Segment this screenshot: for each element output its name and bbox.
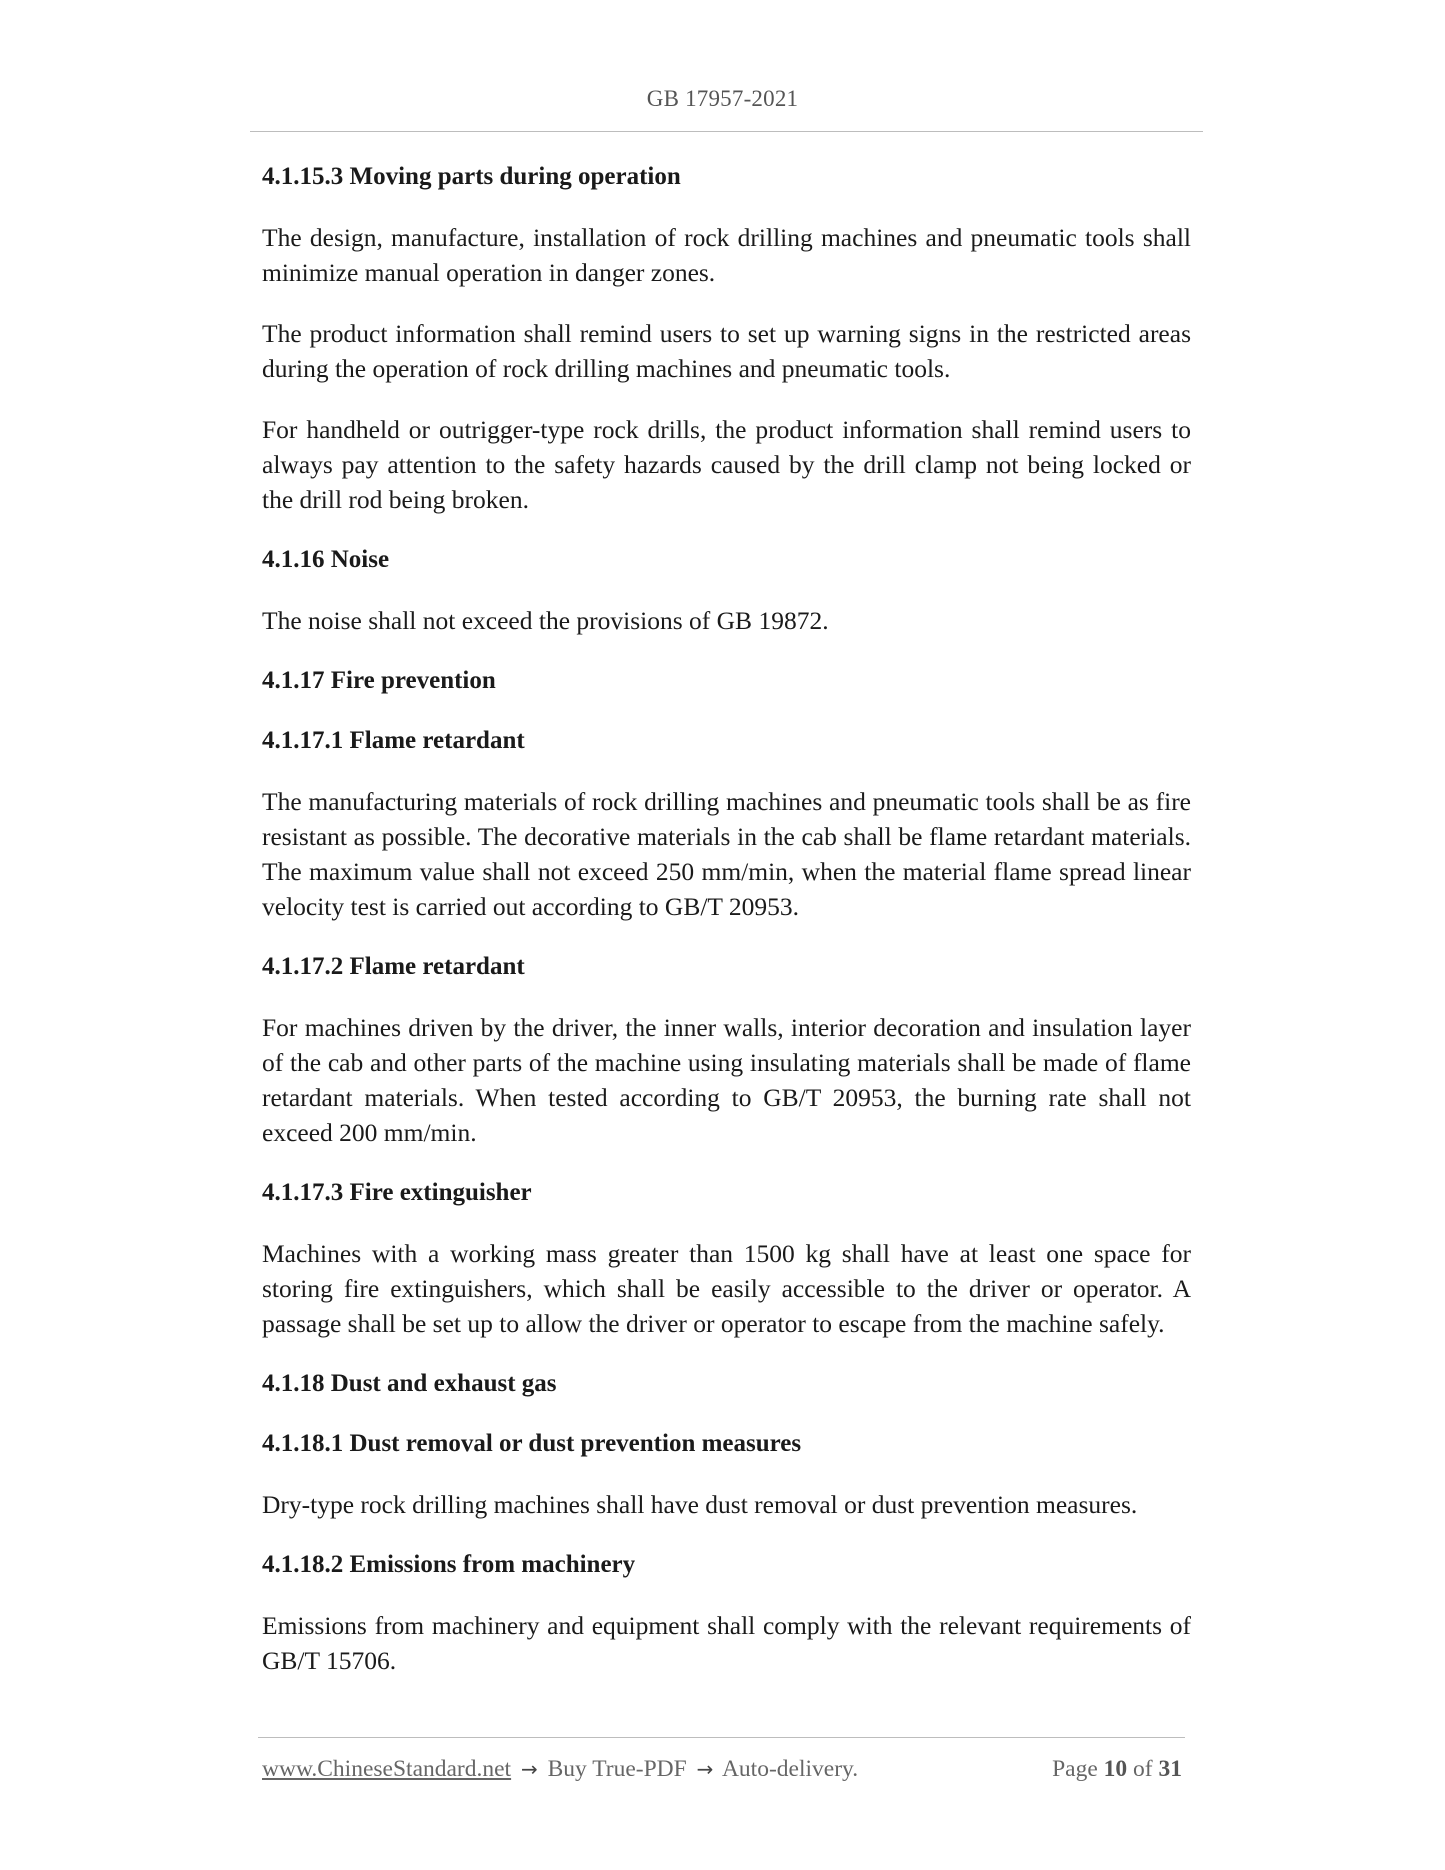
page-of-label: of <box>1133 1756 1153 1782</box>
arrow-right-icon: → <box>696 1757 714 1781</box>
page-label: Page <box>1052 1756 1098 1782</box>
paragraph: For machines driven by the driver, the inner walls, interior decoration and insulation layer of the cab and other parts of the machine using insulating materials shall be made of flame retardant materials. When tested according to GB/T 20953, the burning rate shall not exceed 200 mm/min. <box>262 1013 1191 1147</box>
page-number <box>1052 1754 1182 1784</box>
paragraph: Emissions from machinery and equipment shall comply with the relevant requirements of GB/T 15706. <box>262 1611 1191 1675</box>
paragraph: The design, manufacture, installation of rock drilling machines and pneumatic tools shall minimize manual operation in danger zones. <box>262 223 1191 287</box>
footer-promo <box>262 1754 858 1784</box>
paragraph: Dry-type rock drilling machines shall have dust removal or dust prevention measures. <box>262 1490 1138 1519</box>
paragraph: The product information shall remind users to set up warning signs in the restricted areas during the operation of rock drilling machines and pneumatic tools. <box>262 319 1191 383</box>
document-body <box>262 160 1191 1704</box>
buy-true-pdf-text: Buy True-PDF <box>547 1756 687 1782</box>
auto-delivery-text: Auto-delivery. <box>721 1756 859 1782</box>
section-heading: 4.1.18.1 Dust removal or dust prevention measures <box>262 1430 802 1457</box>
section-heading: 4.1.17.3 Fire extinguisher <box>262 1179 532 1206</box>
page-current: 10 <box>1103 1756 1128 1782</box>
page-total: 31 <box>1158 1756 1182 1782</box>
paragraph: Machines with a working mass greater than 1500 kg shall have at least one space for storing fire extinguishers, which shall be easily accessible to the driver or operator. A passage shall be set up to allow the driver or operator to escape from the machine safely. <box>262 1239 1191 1338</box>
section-heading: 4.1.18.2 Emissions from machinery <box>262 1551 636 1578</box>
footer-divider <box>258 1737 1185 1738</box>
section-heading: 4.1.17 Fire prevention <box>262 667 496 694</box>
section-heading: 4.1.15.3 Moving parts during operation <box>262 163 681 190</box>
section-heading: 4.1.17.2 Flame retardant <box>262 953 525 980</box>
paragraph: For handheld or outrigger-type rock drills, the product information shall remind users to always pay attention to the safety hazards caused by the drill clamp not being locked or the drill rod being broken. <box>262 415 1191 514</box>
arrow-right-icon: → <box>520 1757 538 1781</box>
section-heading: 4.1.17.1 Flame retardant <box>262 727 525 754</box>
paragraph: The manufacturing materials of rock drilling machines and pneumatic tools shall be as fire resistant as possible. The decorative materials in the cab shall be flame retardant materials. The maximum value shall not exceed 250 mm/min, when the material flame spread linear velocity test is carried out according to GB/T 20953. <box>262 787 1191 921</box>
chinesestandard-link[interactable]: www.ChineseStandard.net <box>262 1756 512 1782</box>
paragraph: The noise shall not exceed the provisions of GB 19872. <box>262 606 829 635</box>
section-heading: 4.1.16 Noise <box>262 546 390 573</box>
document-header-title: GB 17957-2021 <box>646 86 799 111</box>
header-divider <box>250 131 1203 132</box>
section-heading: 4.1.18 Dust and exhaust gas <box>262 1370 557 1397</box>
